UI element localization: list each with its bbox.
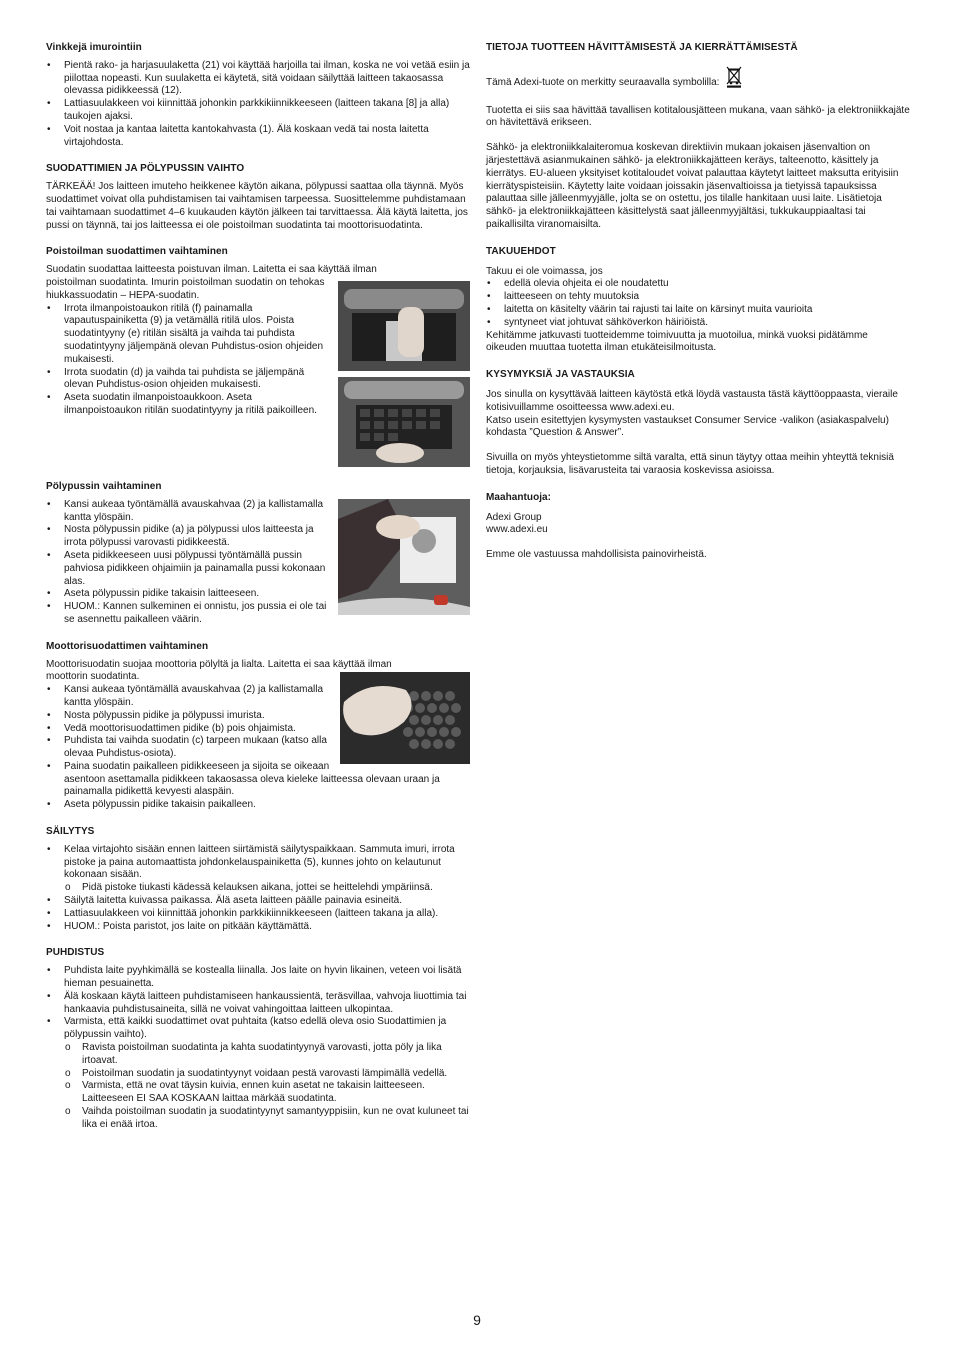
paragraph: Suodatin suodattaa laitteesta poistuvan ilman. Laitetta ei saa käyttää ilman <box>46 264 377 276</box>
section-cleaning <box>46 947 470 1131</box>
list-item: • syntyneet viat johtuvat sähköverkon häiriöistä. <box>486 317 910 330</box>
list-item: • Aseta pölypussin pidike takaisin paikalleen. <box>46 799 470 812</box>
paragraph: Sähkö- ja elektroniikkalaiteromua koskevan direktiivin mukaan jokaisen jäsenvaltion on järjestettävä asianmukainen sähkö- ja elektroniikkajätteen keräys, talteenotto, käsittely ja kierrätys. EU-alueen yksityiset kotitaloudet voivat palauttaa käytetyt laitteet maksutta erityisiin kierrätyspisteisiin. Käytetty laite voidaan joissakin jäsenvaltioissa ja tietyissä tapauksissa palauttaa sille jälleenmyyjälle, jolta se on ostettu, jos tilalle hankitaan uusi laite. Lisätietoja sähkö- ja elektroniikkajätteen käsittelystä saat jälleenmyyjältäsi, tukkukauppiaaltasi tai paikallisilta viranomaisilta. <box>486 142 899 230</box>
section-heading: TIETOJA TUOTTEEN HÄVITTÄMISESTÄ JA KIERRÄTTÄMISESTÄ <box>486 42 798 53</box>
section-exhaust-filter <box>46 246 470 467</box>
list-item: • Lattiasuulakkeen voi kiinnittää johonkin parkkikiinnikkeeseen (laitteen takana [8] ja alla) taukojen ajaksi. <box>46 98 470 124</box>
list-item: • Pientä rako- ja harjasuulaketta (21) voi käyttää harjoilla tai ilman, koska ne voi vetää esiin ja piilottaa nopeasti. Kun suulaketta ei käytetä, sitä voidaan säilyttää laitteen takaosassa olevassa pidikkeessä (12). <box>46 60 470 98</box>
section-dust-bag <box>46 481 470 627</box>
list-item: • Lattiasuulakkeen voi kiinnittää johonkin parkkikiinnikkeeseen (laitteen takana ja alla). <box>46 908 470 921</box>
bullet-list <box>46 499 470 627</box>
paragraph: Takuu ei ole voimassa, jos <box>486 265 603 277</box>
section-heading: Moottorisuodattimen vaihtaminen <box>46 640 209 652</box>
section-heading: Pölypussin vaihtaminen <box>46 480 162 492</box>
section-motor-filter <box>46 641 470 812</box>
list-item-text: Varmista, että kaikki suodattimet ovat puhtaita (katso edellä oleva osio Suodattimien ja pölypussin vaihto). <box>64 1016 447 1041</box>
section-warranty <box>486 246 910 355</box>
sub-list-item: o Varmista, että ne ovat täysin kuivia, ennen kuin asetat ne takaisin laitteeseen. Laitteeseen EI SAA KOSKAAN laittaa märkää suodatinta. <box>64 1080 470 1106</box>
list-item: • Nosta pölypussin pidike ja pölypussi imurista. <box>46 710 470 723</box>
sub-list <box>64 882 470 895</box>
section-tips <box>46 42 470 149</box>
bullet-list <box>46 684 470 812</box>
paragraph <box>486 66 910 93</box>
page-number: 9 <box>473 1312 481 1328</box>
disclaimer: Emme ole vastuussa mahdollisista painovirheistä. <box>486 549 707 561</box>
paragraph: moottorin suodatinta. <box>46 671 140 683</box>
list-item: • Kansi aukeaa työntämällä avauskahvaa (2) ja kallistamalla kantta ylöspäin. <box>46 684 470 710</box>
importer-website: www.adexi.eu <box>486 524 548 536</box>
list-item: • Säilytä laitetta kuivassa paikassa. Älä aseta laitteen päälle painavia esineitä. <box>46 895 470 908</box>
list-item: • Aseta pidikkeeseen uusi pölypussi työntämällä pussin pahviosa pidikkeen ohjaimiin ja painamalla pussi kokonaan alas. <box>46 550 470 588</box>
bullet-list <box>46 303 470 418</box>
right-column <box>486 42 910 576</box>
sub-list-item: o Pidä pistoke tiukasti kädessä kelauksen aikana, jottei se heittelehdi ympäriinsä. <box>64 882 470 895</box>
section-faq <box>486 369 910 478</box>
section-heading: PUHDISTUS <box>46 947 105 959</box>
bullet-list <box>486 278 910 329</box>
paragraph: Jos sinulla on kysyttävää laitteen käytöstä etkä löydä vastausta tästä käyttöoppaasta, vieraile kotisivuillamme osoitteessa www.adexi.eu. <box>486 388 898 413</box>
section-heading: KYSYMYKSIÄ JA VASTAUKSIA <box>486 369 635 381</box>
section-heading: Poistoilman suodattimen vaihtaminen <box>46 246 228 258</box>
list-item <box>46 844 470 895</box>
list-item: • Nosta pölypussin pidike (a) ja pölypussi ulos laitteesta ja irrota pölypussi varovasti pidikkeestä. <box>46 524 470 550</box>
list-item: • laitetta on käsitelty väärin tai rajusti tai laite on kärsinyt muita vaurioita <box>486 304 910 317</box>
list-item: • Kansi aukeaa työntämällä avauskahvaa (2) ja kallistamalla kantta ylöspäin. <box>46 499 470 525</box>
sub-list <box>64 1042 470 1132</box>
paragraph: Kehitämme jatkuvasti tuotteidemme toimivuutta ja muotoilua, minkä vuoksi pidätämme oikeuden muuttaa tuotetta ilman etukäteisilmoitusta. <box>486 329 868 354</box>
list-item: • edellä olevia ohjeita ei ole noudatettu <box>486 278 910 291</box>
paragraph: poistoilman suodatinta. Imurin poistoilman suodatin on tehokas hiukkassuodatin – HEPA-suodatin. <box>46 276 325 301</box>
left-column <box>46 42 470 1146</box>
bullet-list <box>46 965 470 1131</box>
list-item: • Paina suodatin paikalleen pidikkeeseen ja sijoita se oikeaan asentoon asettamalla pidikkeen takaosassa oleva kieleke laitteessa olevaan uraan ja painamalla pidikettä kevyesti alaspäin. <box>46 761 470 799</box>
list-item: • Älä koskaan käytä laitteen puhdistamiseen hankaussientä, teräsvillaa, vahvoja liuottimia tai hankaavia puhdistusaineita, sillä ne voivat vahingoittaa laitteen ulkopintaa. <box>46 991 470 1017</box>
list-item: • Irrota suodatin (d) ja vaihda tai puhdista se jäljempänä olevan Puhdistus-osion ohjeiden mukaisesti. <box>46 367 470 393</box>
section-heading: SUODATTIMIEN JA PÖLYPUSSIN VAIHTO <box>46 163 245 175</box>
disposal-symbol-text: Tämä Adexi-tuote on merkitty seuraavalla symbolilla: <box>486 76 720 88</box>
list-item <box>46 1016 470 1131</box>
crossed-bin-icon <box>726 66 742 93</box>
list-item: • Vedä moottorisuodattimen pidike (b) pois ohjaimista. <box>46 723 470 736</box>
bullet-list <box>46 60 470 150</box>
list-item: • Aseta suodatin ilmanpoistoaukkoon. Aseta ilmanpoistoaukon ritilän suodatintyyny ja ritilä paikoilleen. <box>46 392 470 418</box>
section-heading: SÄILYTYS <box>46 826 95 838</box>
list-item: • Puhdista laite pyyhkimällä se kostealla liinalla. Jos laite on hyvin likainen, veteen voi lisätä hieman pesuainetta. <box>46 965 470 991</box>
section-disposal <box>486 42 910 232</box>
list-item: • Aseta pölypussin pidike takaisin laitteeseen. <box>46 588 470 601</box>
paragraph: TÄRKEÄÄ! Jos laitteen imuteho heikkenee käytön aikana, pölypussi saattaa olla täynnä. Myös suodattimet voivat olla puhdistamisen tai vaihtamisen tarpeessa. Suosittelemme puhdistamaan tai vaihtamaan suodattimet 4–6 kuukauden käytön jälkeen tai tarvittaessa. Älä käytä laitetta, jos pussi on täynnä, tai jos laitteessa ei ole poistoilman suodatinta tai moottorisuodatinta. <box>46 181 468 231</box>
section-heading: Vinkkejä imurointiin <box>46 42 142 53</box>
importer-name: Adexi Group <box>486 511 542 523</box>
sub-list-item: o Vaihda poistoilman suodatin ja suodatintyynyt samantyyppisiin, kun ne ovat kuluneet tai lika ei enää irtoa. <box>64 1106 470 1132</box>
list-item: • HUOM.: Poista paristot, jos laite on pitkään käyttämättä. <box>46 921 470 934</box>
bullet-list <box>46 844 470 934</box>
paragraph: Tuotetta ei siis saa hävittää tavallisen kotitalousjätteen mukana, vaan sähkö- ja elektroniikkajäte on hävitettävä erikseen. <box>486 104 910 129</box>
section-filters <box>46 163 470 232</box>
sub-list-item: o Poistoilman suodatin ja suodatintyynyt voidaan pestä varovasti lämpimällä vedellä. <box>64 1068 470 1081</box>
paragraph: Sivuilla on myös yhteystietomme siltä varalta, että sinun täytyy ottaa meihin yhteyttä teknisiä tietoja, korjauksia, lisävarusteita tai varaosia koskevissa asioissa. <box>486 452 894 476</box>
list-item: • Voit nostaa ja kantaa laitetta kantokahvasta (1). Älä koskaan vedä tai nosta laitetta virtajohdosta. <box>46 124 470 150</box>
section-importer <box>486 492 910 562</box>
section-storage <box>46 826 470 933</box>
section-heading: Maahantuoja: <box>486 491 552 503</box>
sub-list-item: o Ravista poistoilman suodatinta ja kahta suodatintyynyä varovasti, jotta pöly ja lika irtoavat. <box>64 1042 470 1068</box>
list-item-text: Kelaa virtajohto sisään ennen laitteen siirtämistä säilytyspaikkaan. Sammuta imuri, irrota pistoke ja paina automaattista johdonkelauspainiketta (5), kunnes johto on kelautunut kokonaan sisään. <box>64 843 455 881</box>
section-heading: TAKUUEHDOT <box>486 245 556 257</box>
list-item: • Irrota ilmanpoistoaukon ritilä (f) painamalla vapautuspainiketta (9) ja vetämällä ritilä ulos. Poista suodatintyyny (e) ritilän sisältä ja vaihda tai puhdista suodatintyyny jäljempänä olevan Puhdistus-osion ohjeiden mukaisesti. <box>46 303 470 367</box>
list-item: • HUOM.: Kannen sulkeminen ei onnistu, jos pussia ei ole tai se asennettu paikalleen väärin. <box>46 601 470 627</box>
paragraph: Moottorisuodatin suojaa moottoria pölyltä ja lialta. Laitetta ei saa käyttää ilman <box>46 658 392 670</box>
list-item: • laitteeseen on tehty muutoksia <box>486 291 910 304</box>
paragraph: Katso usein esitettyjen kysymysten vastaukset Consumer Service -valikon (asiakaspalvelu) kohdasta ”Question & Answer”. <box>486 414 889 439</box>
list-item: • Puhdista tai vaihda suodatin (c) tarpeen mukaan (katso alla olevaa Puhdistus-osiota). <box>46 735 470 761</box>
